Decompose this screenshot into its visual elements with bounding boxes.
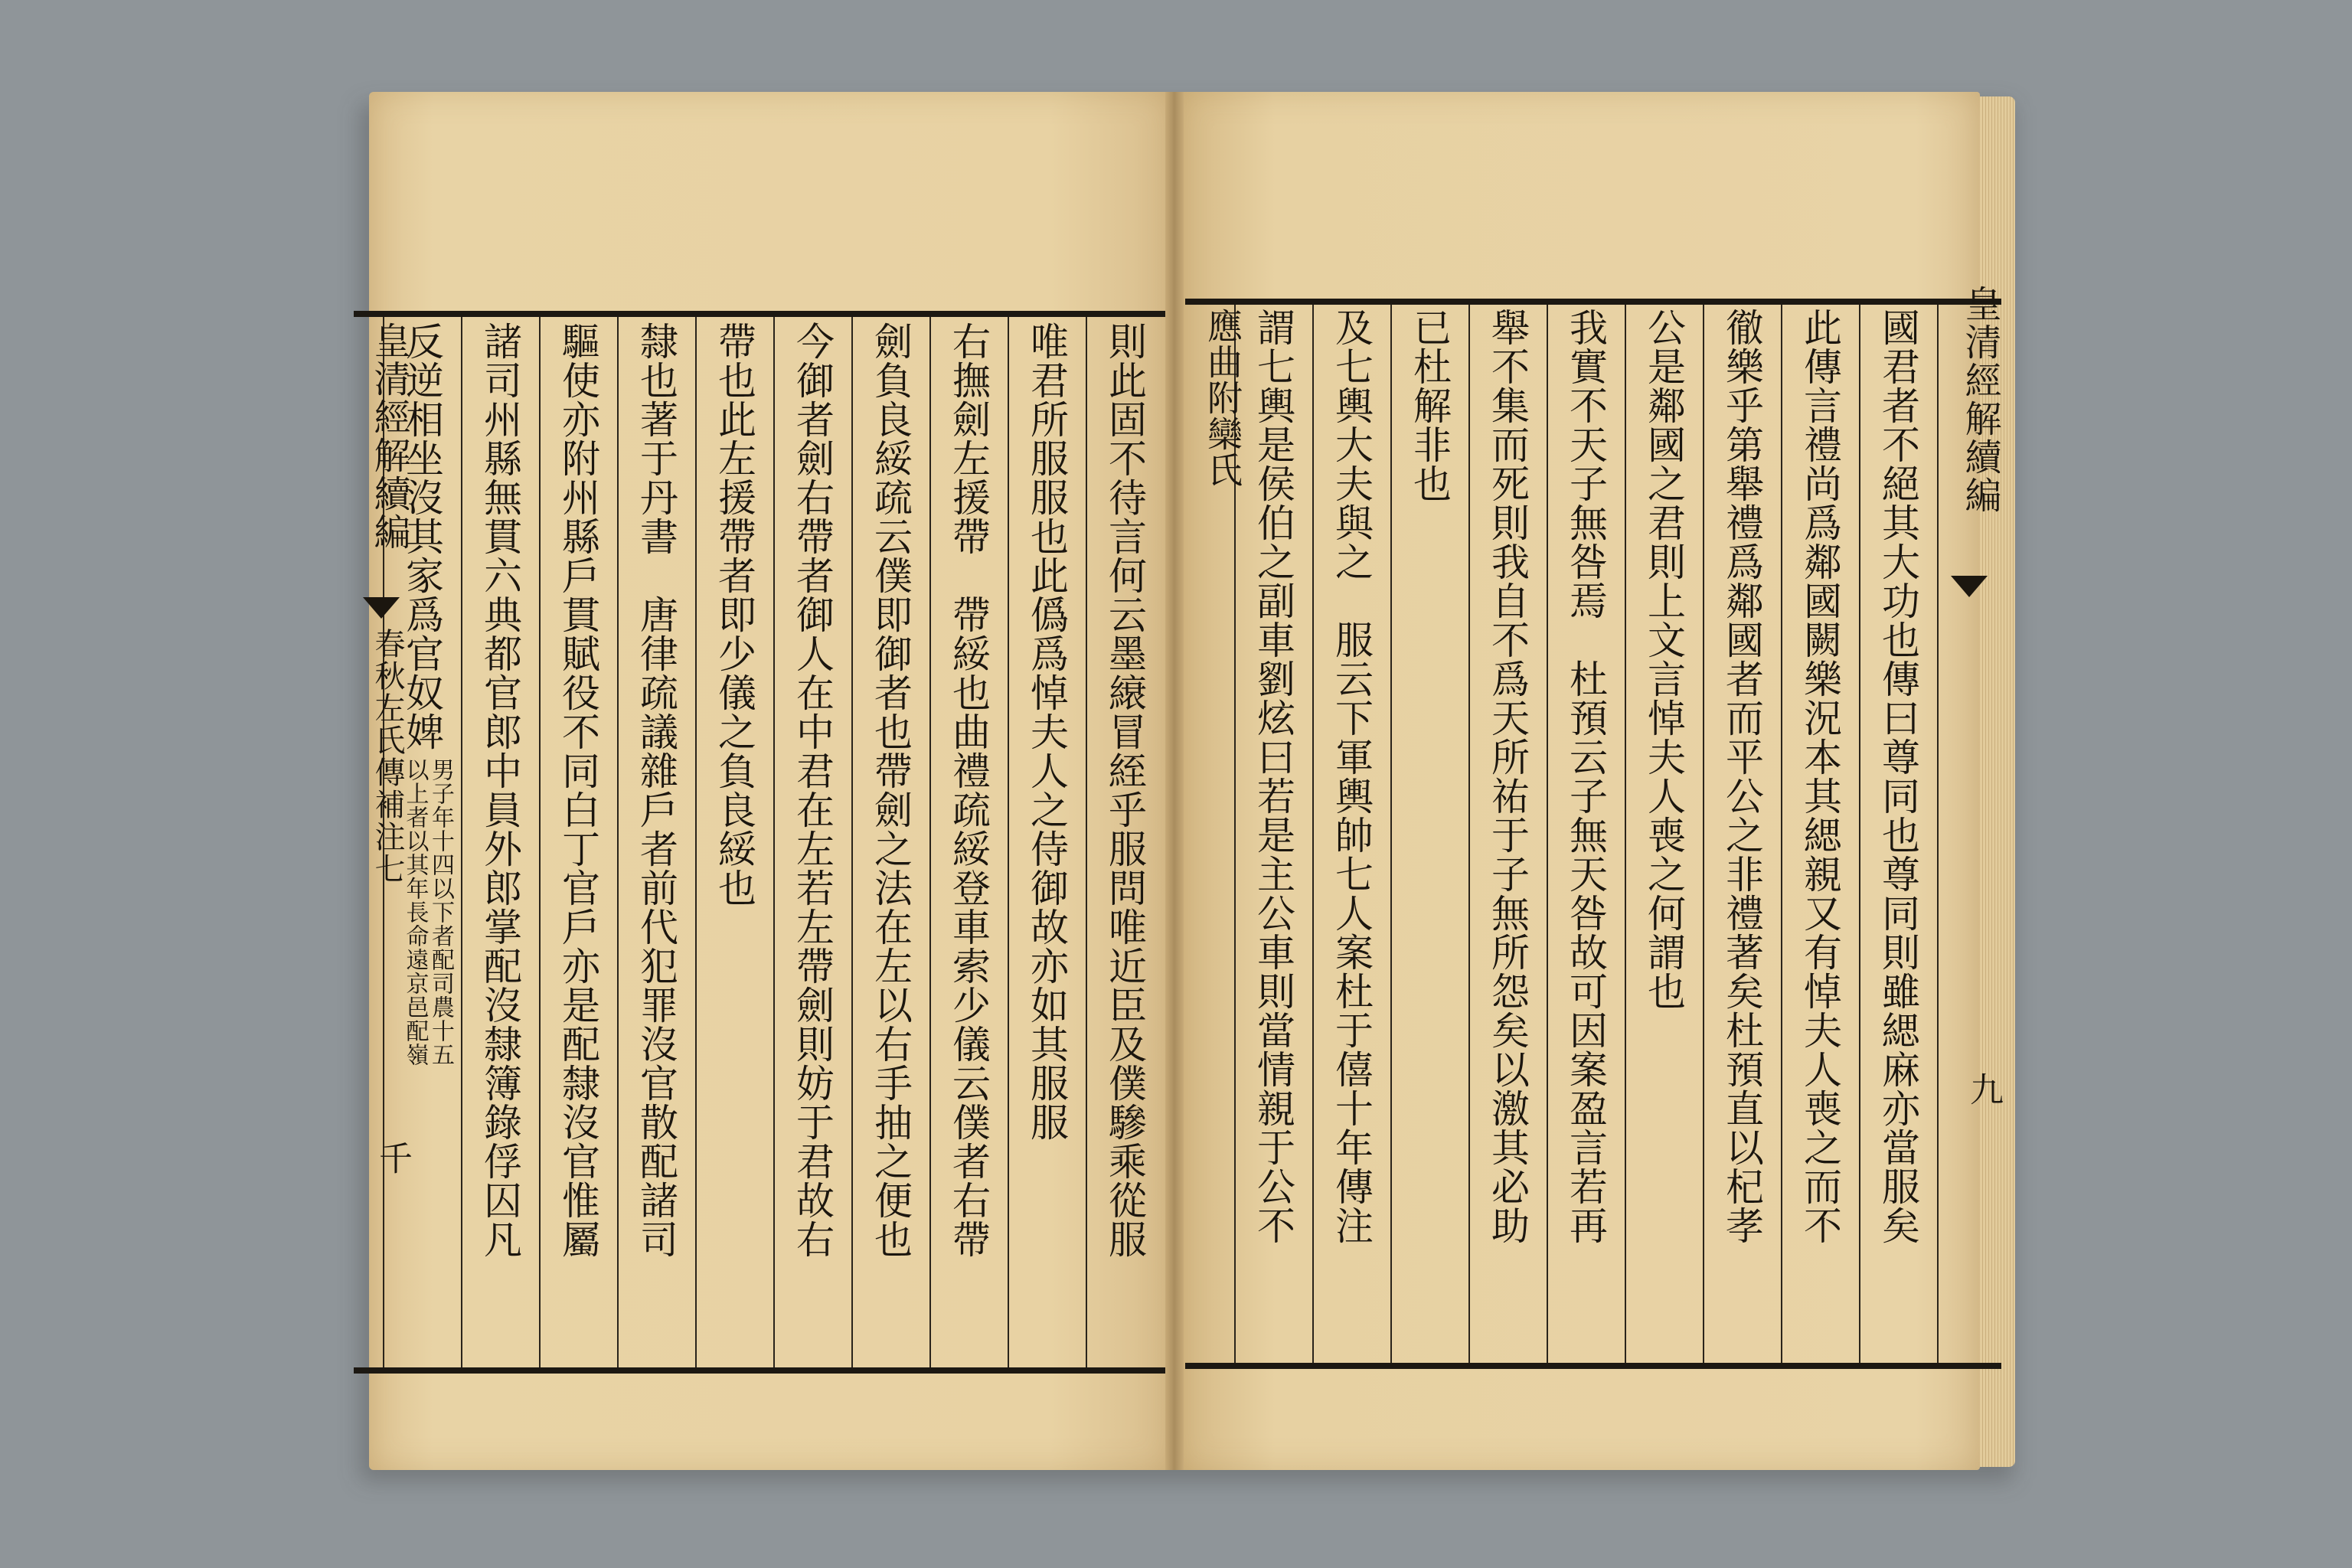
column-rule: [1547, 305, 1548, 1363]
column-rule: [851, 317, 853, 1367]
left-margin-subtitle: 春秋左氏傳補注七: [370, 628, 405, 885]
column-rule: [695, 317, 697, 1367]
text-column: 及七輿大夫與之 服云下軍輿帥七人案杜于僖十年傳注: [1329, 308, 1374, 1245]
text-column: 諸司州縣無貫六典都官郎中員外郎掌配沒隸簿錄俘囚凡: [478, 322, 522, 1259]
text-column: 應曲附欒氏: [1202, 308, 1243, 488]
column-rule: [1008, 317, 1009, 1367]
text-column: 劍負良綏疏云僕即御者也帶劍之法在左以右手抽之便也: [868, 322, 913, 1259]
right-frame-top: [1185, 299, 2001, 305]
text-column: 帶也此左援帶者即少儀之負良綏也: [712, 322, 756, 907]
text-column: 已杜解非也: [1407, 308, 1452, 503]
column-rule: [1468, 305, 1470, 1363]
right-page-number: 九: [1964, 1072, 2003, 1106]
text-column: 驅使亦附州縣戶貫賦役不同白丁官戶亦是配隸沒官惟屬: [556, 322, 600, 1259]
column-rule: [929, 317, 931, 1367]
column-rule: [461, 317, 462, 1367]
left-margin-title: 皇清經解續編: [368, 322, 410, 551]
book-gutter: [1165, 92, 1184, 1470]
text-column: 公是鄰國之君則上文言悼夫人喪之何謂也: [1642, 308, 1686, 1011]
column-rule: [1625, 305, 1626, 1363]
column-rule: [1859, 305, 1860, 1363]
left-page-number: 千: [373, 1141, 412, 1174]
text-column: 國君者不絕其大功也傳曰尊同也尊同則雖緦麻亦當服矣: [1876, 308, 1920, 1245]
fish-tail-mark: [363, 597, 400, 619]
column-rule: [617, 317, 619, 1367]
column-rule: [539, 317, 541, 1367]
column-rule: [1086, 317, 1087, 1367]
right-margin-title: 皇清經解續編: [1958, 285, 2001, 514]
text-column: 謂七輿是侯伯之副車劉炫曰若是主公車則當情親于公不: [1251, 308, 1295, 1245]
left-frame-top: [354, 311, 1165, 317]
text-column: 右撫劍左援帶 帶綏也曲禮疏綏登車索少儀云僕者右帶: [946, 322, 991, 1259]
text-column: 則此固不待言何云墨縗冒絰乎服問唯近臣及僕驂乘從服: [1102, 322, 1147, 1259]
note-line: 以上者以其年長命遠京邑配嶺: [401, 758, 429, 1067]
note-line: 男子年十四以下者配司農十五: [427, 758, 454, 1067]
text-column: 舉不集而死則我自不爲天所祐于子無所怨矣以激其必助: [1485, 308, 1530, 1245]
text-column: [400, 322, 444, 751]
left-frame-bottom: [354, 1367, 1165, 1374]
text-column: 今御者劍右帶者御人在中君在左若左帶劍則妨于君故右: [790, 322, 835, 1259]
column-rule: [1781, 305, 1782, 1363]
column-rule: [1937, 305, 1939, 1363]
text-column: 隸也著于丹書 唐律疏議雜戶者前代犯罪沒官散配諸司: [634, 322, 678, 1259]
right-frame-bottom: [1185, 1363, 2001, 1369]
double-line-note: [403, 758, 452, 1067]
text-column: 此傳言禮尚爲鄰國闕樂況本其緦親又有悼夫人喪之而不: [1798, 308, 1842, 1245]
text-column: 我實不天子無咎焉 杜預云子無天咎故可因案盈言若再: [1563, 308, 1608, 1245]
fish-tail-mark: [1951, 576, 1988, 597]
column-rule: [1390, 305, 1392, 1363]
column-rule: [773, 317, 775, 1367]
text-column: 徹樂乎第舉禮爲鄰國者而平公之非禮著矣杜預直以杞孝: [1720, 308, 1764, 1245]
column-rule: [1312, 305, 1314, 1363]
text-column: 唯君所服服也此僞爲悼夫人之侍御故亦如其服服: [1024, 322, 1069, 1142]
text-column-main: 反逆相坐沒其家爲官奴婢: [400, 322, 444, 751]
column-rule: [1703, 305, 1704, 1363]
